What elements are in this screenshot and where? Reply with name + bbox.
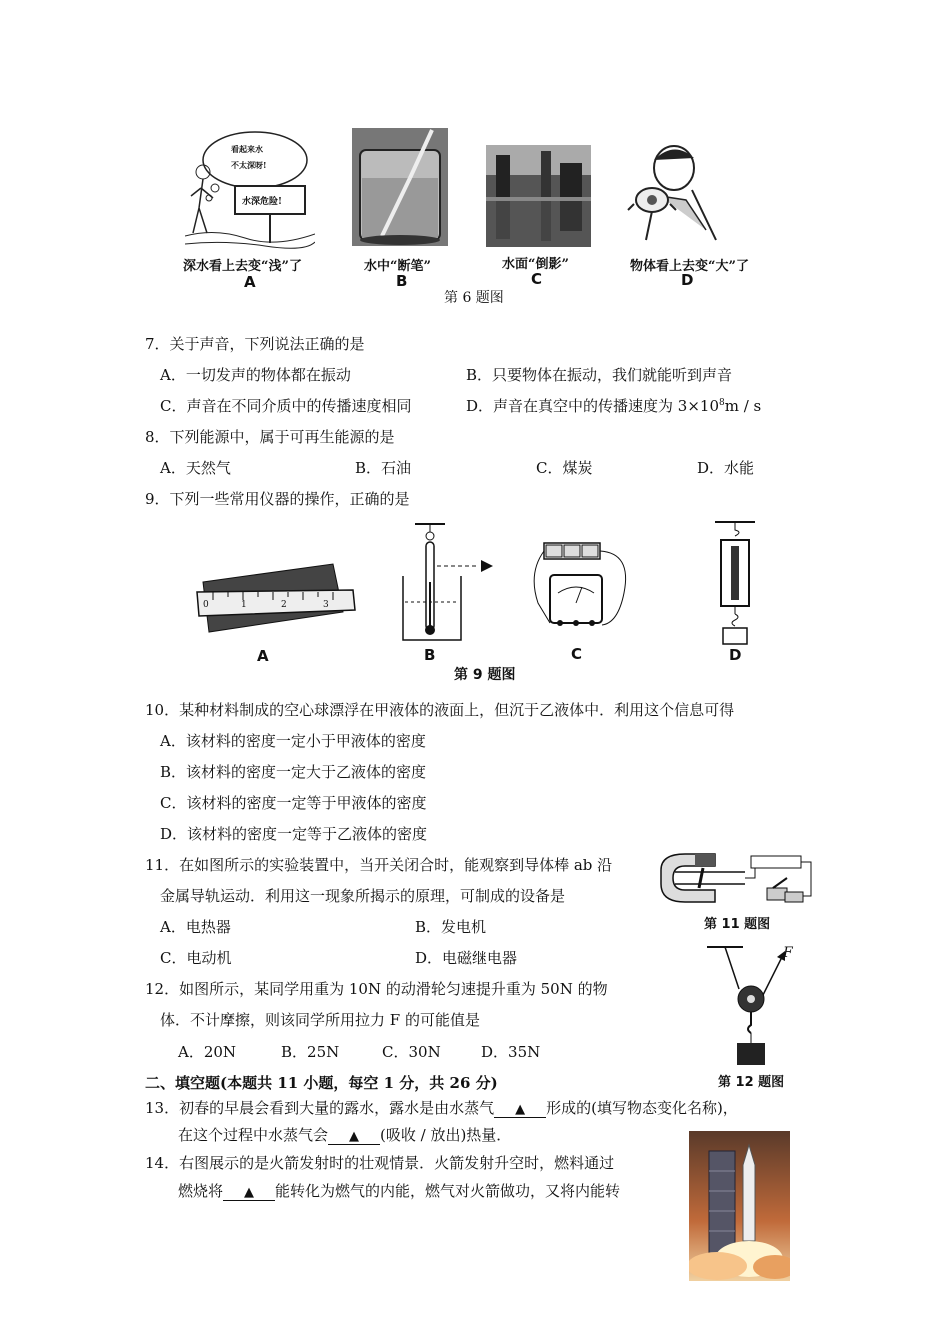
q9-letter-a: A [257, 647, 269, 665]
q8-option-c: C．煤炭 [536, 459, 593, 477]
q12-option-b: B．25N [281, 1043, 340, 1061]
q6-caption-b: 水中“断笔” [364, 259, 431, 274]
q13-line2 [178, 1124, 511, 1145]
q6-letter-d: D [681, 271, 694, 289]
q11-figure-title: 第 11 题图 [704, 917, 771, 932]
q14-part2: 燃烧将 [178, 1182, 224, 1200]
q7-option-d-suffix: m / s [724, 397, 762, 415]
q10-option-b: B．该材料的密度一定大于乙液体的密度 [160, 763, 427, 781]
q11-stem-line1: 11．在如图所示的实验装置中，当开关闭合时，能观察到导体棒 ab 沿 [145, 856, 613, 874]
q9-figure-d-spring-scale [705, 520, 770, 648]
q12-option-c: C．30N [382, 1043, 441, 1061]
q12-figure [705, 943, 800, 1068]
q9-figure-b-thermometer [395, 522, 505, 644]
q10-option-c: C．该材料的密度一定等于甲液体的密度 [160, 794, 427, 812]
q12-option-a: A．20N [178, 1043, 237, 1061]
q7-stem: 7．关于声音，下列说法正确的是 [145, 335, 365, 353]
q6-bubble-text-2: 不太深呀! [231, 160, 267, 170]
q9-letter-b: B [424, 646, 436, 664]
q11-figure [655, 848, 815, 910]
q14-line2 [178, 1180, 620, 1201]
q6-figure-b [352, 128, 448, 246]
q12-figure-title: 第 12 题图 [718, 1075, 785, 1090]
q9-stem: 9．下列一些常用仪器的操作，正确的是 [145, 490, 410, 508]
q6-letter-c: C [531, 270, 543, 288]
q12-force-label: F [783, 945, 793, 961]
q13-part3: 在这个过程中水蒸气会 [178, 1126, 329, 1144]
q6-sign-text: 水深危险! [242, 197, 282, 207]
q14-part3: 能转化为燃气的内能，燃气对火箭做功，又将内能转 [275, 1182, 621, 1200]
q13-blank-2[interactable]: ▲ [328, 1129, 380, 1145]
q7-option-a: A．一切发声的物体都在振动 [160, 366, 351, 384]
q9-ruler-tick-1: 1 [241, 600, 247, 610]
q7-option-d [466, 395, 761, 416]
q7-option-d-prefix: D．声音在真空中的传播速度为 3×10 [466, 397, 719, 415]
q8-option-a: A．天然气 [160, 459, 231, 477]
q9-ruler-tick-3: 3 [323, 600, 329, 610]
q12-stem-line1: 12．如图所示，某同学用重为 10N 的动滑轮匀速提升重为 50N 的物 [145, 980, 608, 998]
q6-bubble-text-1: 看起来水 [231, 144, 263, 154]
q10-option-a: A．该材料的密度一定小于甲液体的密度 [160, 732, 426, 750]
q9-ruler-tick-2: 2 [281, 600, 287, 610]
q9-figure-a-ruler [193, 552, 358, 642]
q12-option-d: D．35N [481, 1043, 541, 1061]
q11-option-d: D．电磁继电器 [415, 949, 518, 967]
q9-letter-c: C [571, 645, 583, 663]
q11-stem-line2: 金属导轨运动．利用这一现象所揭示的原理，可制成的设备是 [160, 887, 566, 905]
q9-figure-title: 第 9 题图 [454, 667, 516, 683]
q6-caption-c: 水面“倒影” [502, 257, 569, 272]
q6-figure-d [626, 140, 731, 248]
q10-option-d: D．该材料的密度一定等于乙液体的密度 [160, 825, 428, 843]
q14-rocket-photo [689, 1131, 790, 1281]
q6-letter-a: A [244, 273, 256, 291]
q14-blank-1[interactable]: ▲ [223, 1185, 275, 1201]
q7-option-c: C．声音在不同介质中的传播速度相同 [160, 397, 412, 415]
q13-part2: 形成的(填写物态变化名称)， [546, 1099, 738, 1117]
q6-letter-b: B [396, 272, 408, 290]
q11-option-a: A．电热器 [160, 918, 231, 936]
q8-option-d: D．水能 [697, 459, 755, 477]
q13-part1: 13．初春的早晨会看到大量的露水，露水是由水蒸气 [145, 1099, 495, 1117]
q10-stem: 10．某种材料制成的空心球漂浮在甲液体的液面上，但沉于乙液体中．利用这个信息可得 [145, 701, 735, 719]
q7-option-d-exp: 8 [719, 398, 725, 408]
q13-part4: (吸收 / 放出)热量． [380, 1126, 512, 1144]
q9-figure-c-ammeter [528, 533, 633, 635]
q13-line1 [145, 1097, 738, 1118]
q7-option-b: B．只要物体在振动，我们就能听到声音 [466, 366, 733, 384]
q13-blank-1[interactable]: ▲ [494, 1102, 546, 1118]
q6-figure-title: 第 6 题图 [444, 290, 504, 306]
q6-figure-a [185, 128, 315, 250]
section-2-heading: 二、填空题(本题共 11 小题，每空 1 分，共 26 分) [145, 1074, 498, 1092]
q9-letter-d: D [729, 646, 742, 664]
q12-stem-line2: 体．不计摩擦，则该同学所用拉力 F 的可能值是 [160, 1011, 480, 1029]
q11-option-c: C．电动机 [160, 949, 232, 967]
q6-figure-c [486, 145, 591, 247]
q6-caption-a: 深水看上去变“浅”了 [183, 259, 302, 274]
q9-ruler-tick-0: 0 [203, 600, 209, 610]
q8-stem: 8．下列能源中，属于可再生能源的是 [145, 428, 395, 446]
q8-option-b: B．石油 [355, 459, 412, 477]
q14-line1: 14．右图展示的是火箭发射时的壮观情景．火箭发射升空时，燃料通过 [145, 1154, 615, 1172]
q11-option-b: B．发电机 [415, 918, 487, 936]
q6-caption-d: 物体看上去变“大”了 [630, 259, 749, 274]
